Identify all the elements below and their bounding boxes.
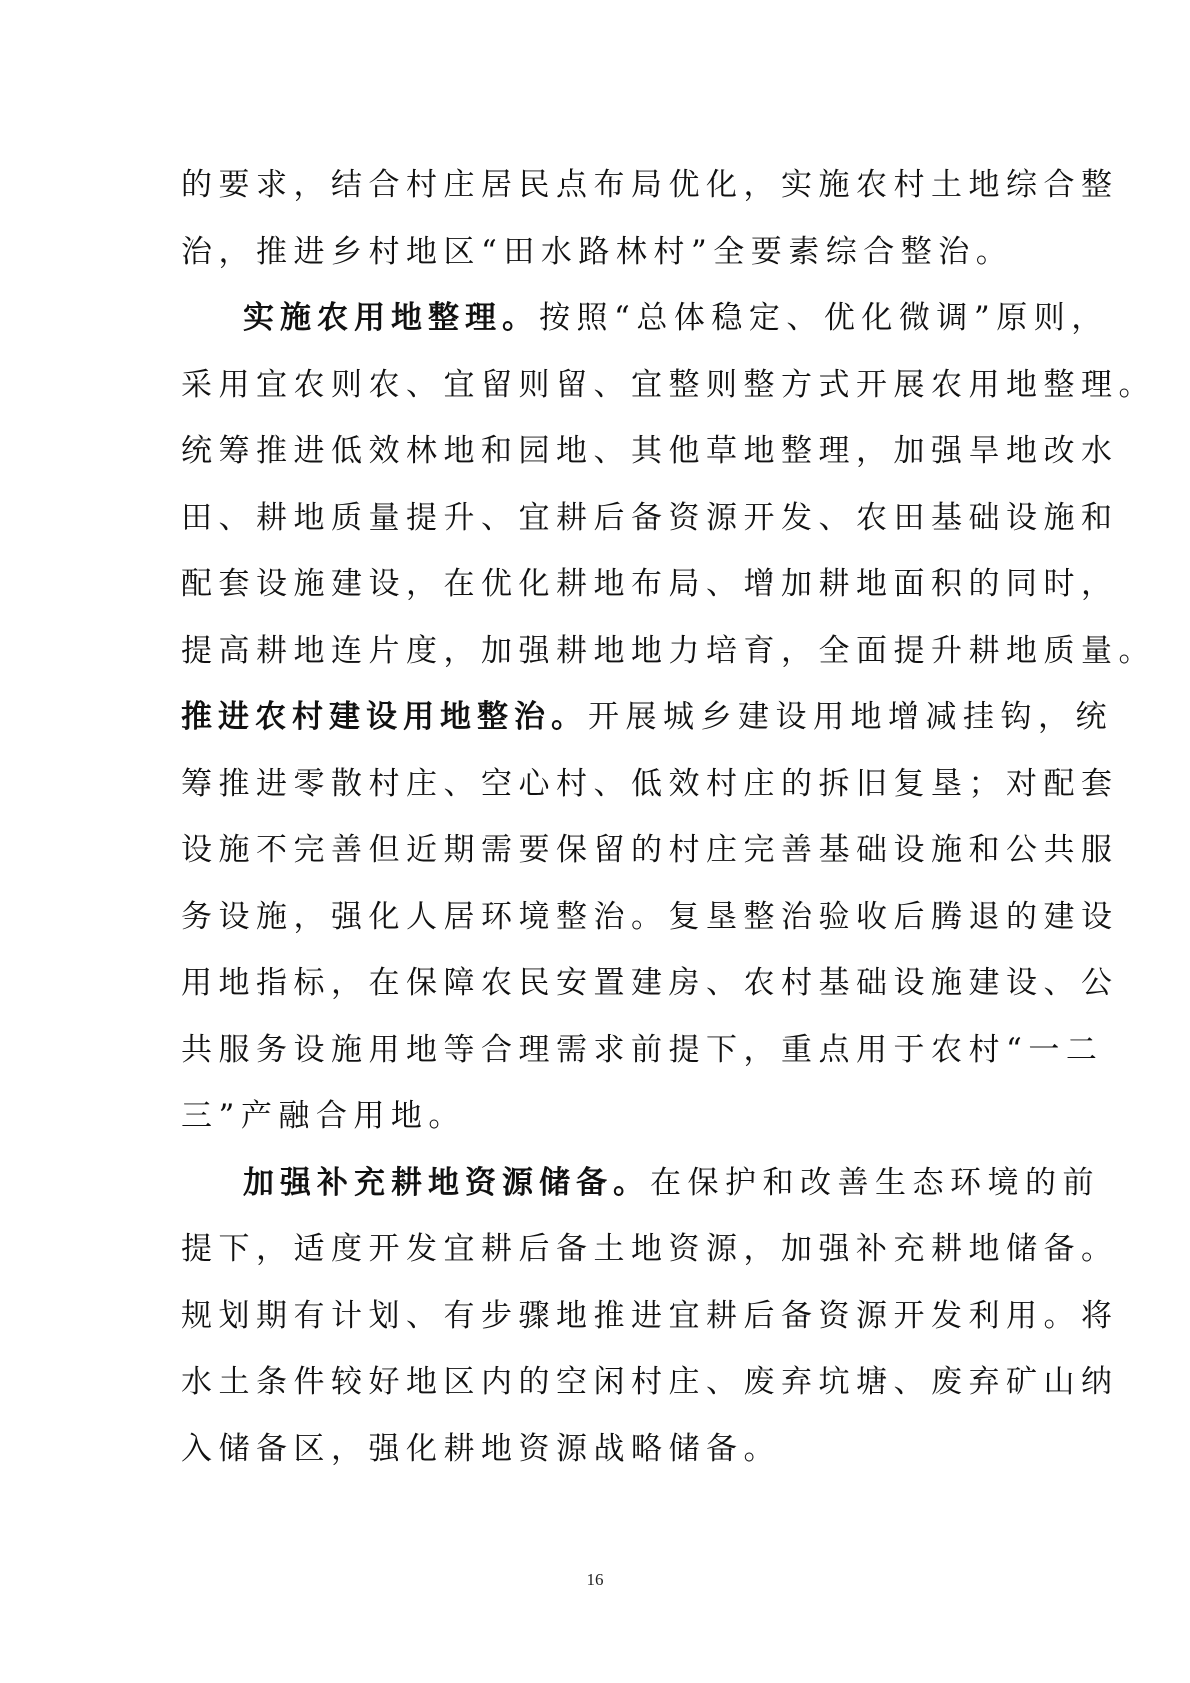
text-line: 务设施，强化人居环境整治。复垦整治验收后腾退的建设	[181, 898, 1119, 935]
text-line	[181, 684, 1113, 751]
section-heading: 推进农村建设用地整治。	[181, 699, 588, 735]
text-line	[181, 285, 1109, 352]
text-run: 在保护和改善生态环境的前	[650, 1164, 1100, 1201]
text-line: 用地指标，在保障农民安置建房、农村基础设施建设、公	[181, 965, 1119, 1001]
text-line	[181, 1150, 1100, 1217]
section-heading: 实施农用地整理。	[243, 300, 539, 336]
text-line: 统筹推进低效林地和园地、其他草地整理，加强旱地改水	[181, 433, 1119, 469]
text-run: 开展城乡建设用地增减挂钩，统	[588, 699, 1113, 735]
text-line: 水土条件较好地区内的空闲村庄、废弃坑塘、废弃矿山纳	[181, 1364, 1119, 1400]
text-line: 采用宜农则农、宜留则留、宜整则整方式开展农用地整理。	[181, 366, 1156, 403]
text-run: 按照“总体稳定、优化微调”原则，	[539, 300, 1109, 336]
text-line: 入储备区，强化耕地资源战略储备。	[181, 1430, 781, 1467]
text-line: 提高耕地连片度，加强耕地地力培育，全面提升耕地质量。	[181, 632, 1156, 669]
section-heading: 加强补充耕地资源储备。	[243, 1164, 650, 1201]
text-line: 的要求，结合村庄居民点布局优化，实施农村土地综合整	[181, 167, 1119, 203]
text-line: 配套设施建设，在优化耕地布局、增加耕地面积的同时，	[181, 566, 1119, 602]
text-line: 治，推进乡村地区“田水路林村”全要素综合整治。	[181, 233, 1014, 270]
body-text	[181, 152, 1156, 1482]
text-line: 共服务设施用地等合理需求前提下，重点用于农村“一二	[181, 1031, 1104, 1068]
text-line: 规划期有计划、有步骤地推进宜耕后备资源开发利用。将	[181, 1297, 1119, 1334]
text-line: 设施不完善但近期需要保留的村庄完善基础设施和公共服	[181, 832, 1119, 868]
text-line: 提下，适度开发宜耕后备土地资源，加强补充耕地储备。	[181, 1231, 1119, 1267]
text-line: 三”产融合用地。	[181, 1098, 466, 1134]
page-number: 16	[586, 1570, 604, 1589]
text-line: 筹推进零散村庄、空心村、低效村庄的拆旧复垦；对配套	[181, 765, 1119, 802]
text-line: 田、耕地质量提升、宜耕后备资源开发、农田基础设施和	[181, 499, 1119, 536]
